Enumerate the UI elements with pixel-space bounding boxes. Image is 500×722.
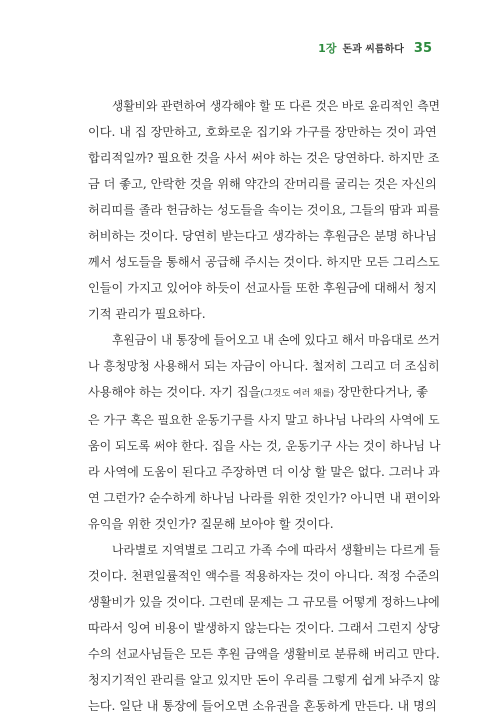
text-fragment: 사용해야 하는 것이다. 자기 집을 <box>88 385 261 399</box>
text-line: 는다. 일단 내 통장에 들어오면 소유권을 혼동하게 만든다. 내 명의 <box>88 699 437 713</box>
text-line-with-aside <box>88 379 440 407</box>
text-line: 생활비가 있을 것이다. 그런데 문제는 그 규모를 어떻게 정하느냐에 <box>88 595 440 609</box>
text-line: 라 사역에 도움이 된다고 주장하면 더 이상 할 말은 없다. 그러나 과 <box>88 465 440 479</box>
text-line: 나라별로 지역별로 그리고 가족 수에 따라서 생활비는 다르게 들 <box>112 543 441 557</box>
chapter-title: 돈과 씨름하다 <box>342 44 404 55</box>
paragraph-2 <box>88 327 440 537</box>
text-line: 은 가구 혹은 필요한 운동기구를 사지 말고 하나님 나라의 사역에 도 <box>88 413 440 427</box>
text-fragment: 장만한다거나, 좋 <box>334 385 429 399</box>
chapter-label: 1장 <box>318 42 337 55</box>
body-text <box>88 93 440 719</box>
paragraph-3 <box>88 537 440 719</box>
text-line: 수의 선교사님들은 모든 후원 금액을 생활비로 분류해 버리고 만다. <box>88 647 440 661</box>
parenthetical-aside: (그것도 여러 채를) <box>260 389 335 399</box>
text-line: 합리적일까? 필요한 것을 사서 써야 하는 것은 당연하다. 하지만 조 <box>88 151 440 165</box>
text-line: 나 흥청망청 사용해서 되는 자금이 아니다. 철저히 그리고 더 조심히 <box>88 359 440 373</box>
text-line: 유익을 위한 것인가? 질문해 보아야 할 것이다. <box>88 517 334 531</box>
text-line: 움이 되도록 써야 한다. 집을 사는 것, 운동기구 사는 것이 하나님 나 <box>88 439 441 453</box>
text-line: 이다. 내 집 장만하고, 호화로운 집기와 가구를 장만하는 것이 과연 <box>88 125 437 139</box>
text-line: 따라서 잉여 비용이 발생하지 않는다는 것이다. 그래서 그런지 상당 <box>88 621 440 635</box>
text-line: 것이다. 천편일률적인 액수를 적용하자는 것이 아니다. 적정 수준의 <box>88 569 440 583</box>
text-line: 금 더 좋고, 안락한 것을 위해 약간의 잔머리를 굴리는 것은 자신의 <box>88 177 437 191</box>
text-line: 후원금이 내 통장에 들어오고 내 손에 있다고 해서 마음대로 쓰거 <box>112 333 440 347</box>
text-line: 생활비와 관련하여 생각해야 할 또 다른 것은 바로 윤리적인 측면 <box>112 99 440 113</box>
text-line: 허비하는 것이다. 당연히 받는다고 생각하는 후원금은 분명 하나님 <box>88 229 437 243</box>
text-line: 인들이 가지고 있어야 하듯이 선교사들 또한 후원금에 대해서 청지 <box>88 281 437 295</box>
running-header <box>318 40 432 56</box>
text-line: 께서 성도들을 통해서 공급해 주시는 것이다. 하지만 모든 그리스도 <box>88 255 440 269</box>
page-number: 35 <box>413 41 432 56</box>
text-line: 청지기적인 관리를 알고 있지만 돈이 우리를 그렇게 쉽게 놔주지 않 <box>88 673 440 687</box>
text-line: 기적 관리가 필요하다. <box>88 307 206 321</box>
text-line: 연 그런가? 순수하게 하나님 나라를 위한 것인가? 아니면 내 편이와 <box>88 491 441 505</box>
paragraph-1 <box>88 93 440 327</box>
text-line: 허리띠를 졸라 헌금하는 성도들을 속이는 것이요, 그들의 땀과 피를 <box>88 203 440 217</box>
